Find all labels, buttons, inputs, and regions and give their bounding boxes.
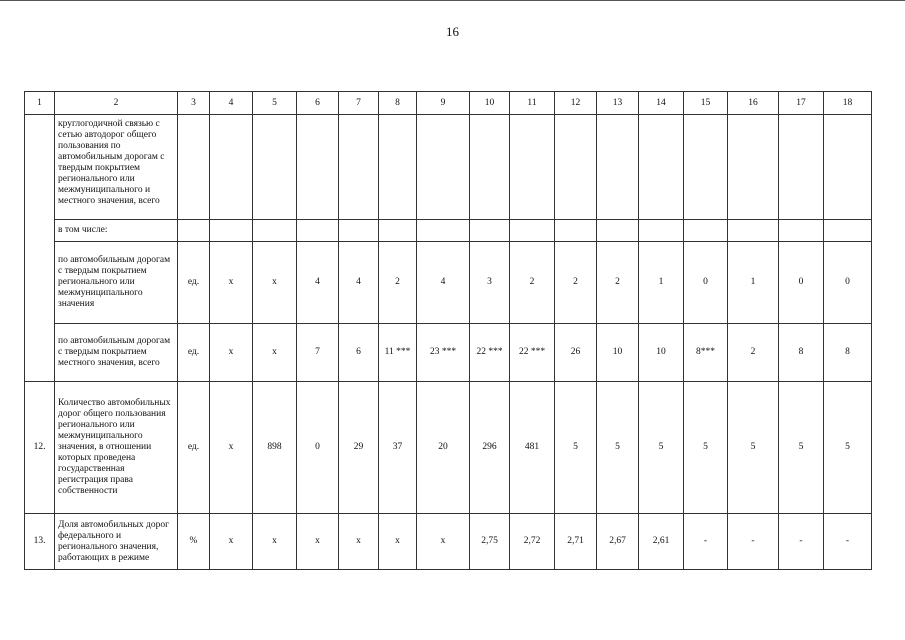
value-cell: [417, 220, 470, 242]
header-cell: 13: [597, 92, 639, 115]
value-cell: [297, 115, 339, 220]
table-row: [25, 514, 872, 570]
header-cell: 10: [470, 92, 510, 115]
header-cell: 2: [55, 92, 178, 115]
value-cell: [470, 115, 510, 220]
value-cell: [555, 220, 597, 242]
value-cell: 5: [824, 382, 872, 514]
value-cell: 11 ***: [379, 324, 417, 382]
value-cell: [379, 220, 417, 242]
value-cell: 0: [684, 242, 728, 324]
value-cell: 6: [339, 324, 379, 382]
row-number: 12.: [25, 382, 55, 514]
value-cell: 898: [253, 382, 297, 514]
value-cell: [210, 115, 253, 220]
value-cell: 4: [339, 242, 379, 324]
unit-cell: ед.: [178, 324, 210, 382]
header-cell: 1: [25, 92, 55, 115]
value-cell: [379, 115, 417, 220]
value-cell: 5: [639, 382, 684, 514]
value-cell: 296: [470, 382, 510, 514]
value-cell: [779, 115, 824, 220]
value-cell: 4: [417, 242, 470, 324]
value-cell: х: [210, 324, 253, 382]
unit-cell: %: [178, 514, 210, 570]
value-cell: х: [253, 514, 297, 570]
value-cell: 0: [824, 242, 872, 324]
value-cell: х: [379, 514, 417, 570]
row-number: [25, 115, 55, 382]
value-cell: х: [210, 382, 253, 514]
value-cell: 22 ***: [470, 324, 510, 382]
value-cell: 1: [639, 242, 684, 324]
value-cell: 2,71: [555, 514, 597, 570]
header-cell: 11: [510, 92, 555, 115]
value-cell: [510, 115, 555, 220]
value-cell: х: [210, 242, 253, 324]
header-cell: 15: [684, 92, 728, 115]
value-cell: 3: [470, 242, 510, 324]
value-cell: 22 ***: [510, 324, 555, 382]
value-cell: [824, 220, 872, 242]
value-cell: [253, 220, 297, 242]
value-cell: 2: [728, 324, 779, 382]
top-rule: [0, 0, 905, 1]
header-cell: 8: [379, 92, 417, 115]
table-row: [25, 324, 872, 382]
value-cell: [510, 220, 555, 242]
value-cell: 29: [339, 382, 379, 514]
row-number: 13.: [25, 514, 55, 570]
value-cell: 10: [597, 324, 639, 382]
value-cell: [339, 115, 379, 220]
value-cell: [824, 115, 872, 220]
table-row: [25, 115, 872, 220]
value-cell: [728, 220, 779, 242]
header-row: [25, 92, 872, 115]
value-cell: -: [728, 514, 779, 570]
value-cell: 8: [824, 324, 872, 382]
value-cell: [417, 115, 470, 220]
value-cell: 5: [684, 382, 728, 514]
header-cell: 18: [824, 92, 872, 115]
value-cell: -: [684, 514, 728, 570]
value-cell: 2,72: [510, 514, 555, 570]
value-cell: 26: [555, 324, 597, 382]
row-description: круглогодичной связью с сетью автодорог общего пользования по автомобильным дорогам с твердым покрытием регионального или межмуниципального и местного значения, всего: [55, 115, 178, 220]
page-number: 16: [446, 24, 459, 39]
header-cell: 12: [555, 92, 597, 115]
value-cell: 2,67: [597, 514, 639, 570]
header-cell: 3: [178, 92, 210, 115]
unit-cell: ед.: [178, 382, 210, 514]
value-cell: [178, 220, 210, 242]
value-cell: [178, 115, 210, 220]
value-cell: 0: [779, 242, 824, 324]
header-cell: 17: [779, 92, 824, 115]
value-cell: [253, 115, 297, 220]
value-cell: [210, 220, 253, 242]
value-cell: [684, 220, 728, 242]
value-cell: [639, 220, 684, 242]
value-cell: х: [253, 324, 297, 382]
row-description: Количество автомобильных дорог общего пользования регионального или межмуниципального значения, в отношении которых проведена государственная регистрация права собственности: [55, 382, 178, 514]
value-cell: -: [779, 514, 824, 570]
data-table: [24, 91, 872, 570]
value-cell: [779, 220, 824, 242]
header-cell: 9: [417, 92, 470, 115]
row-description: по автомобильным дорогам с твердым покрытием местного значения, всего: [55, 324, 178, 382]
value-cell: х: [210, 514, 253, 570]
value-cell: 7: [297, 324, 339, 382]
value-cell: х: [297, 514, 339, 570]
value-cell: 1: [728, 242, 779, 324]
header-cell: 5: [253, 92, 297, 115]
value-cell: [728, 115, 779, 220]
header-cell: 14: [639, 92, 684, 115]
value-cell: 8: [779, 324, 824, 382]
row-description: Доля автомобильных дорог федерального и регионального значения, работающих в режиме: [55, 514, 178, 570]
value-cell: 5: [597, 382, 639, 514]
value-cell: [597, 220, 639, 242]
value-cell: 23 ***: [417, 324, 470, 382]
value-cell: х: [253, 242, 297, 324]
table-row: [25, 382, 872, 514]
row-description: по автомобильным дорогам с твердым покрытием регионального или межмуниципального значения: [55, 242, 178, 324]
value-cell: [470, 220, 510, 242]
value-cell: [555, 115, 597, 220]
value-cell: х: [339, 514, 379, 570]
value-cell: 5: [728, 382, 779, 514]
value-cell: [297, 220, 339, 242]
value-cell: 481: [510, 382, 555, 514]
value-cell: х: [417, 514, 470, 570]
header-cell: 4: [210, 92, 253, 115]
value-cell: 4: [297, 242, 339, 324]
value-cell: 5: [555, 382, 597, 514]
header-cell: 16: [728, 92, 779, 115]
value-cell: 2: [555, 242, 597, 324]
value-cell: 2,75: [470, 514, 510, 570]
value-cell: 5: [779, 382, 824, 514]
value-cell: [339, 220, 379, 242]
value-cell: 8***: [684, 324, 728, 382]
value-cell: 37: [379, 382, 417, 514]
row-description: в том числе:: [55, 220, 178, 242]
value-cell: 2: [379, 242, 417, 324]
header-cell: 6: [297, 92, 339, 115]
value-cell: [684, 115, 728, 220]
table-row: [25, 242, 872, 324]
value-cell: [639, 115, 684, 220]
value-cell: 2: [510, 242, 555, 324]
value-cell: 2,61: [639, 514, 684, 570]
table-row: [25, 220, 872, 242]
value-cell: -: [824, 514, 872, 570]
unit-cell: ед.: [178, 242, 210, 324]
value-cell: 2: [597, 242, 639, 324]
value-cell: 0: [297, 382, 339, 514]
value-cell: 10: [639, 324, 684, 382]
value-cell: [597, 115, 639, 220]
header-cell: 7: [339, 92, 379, 115]
value-cell: 20: [417, 382, 470, 514]
